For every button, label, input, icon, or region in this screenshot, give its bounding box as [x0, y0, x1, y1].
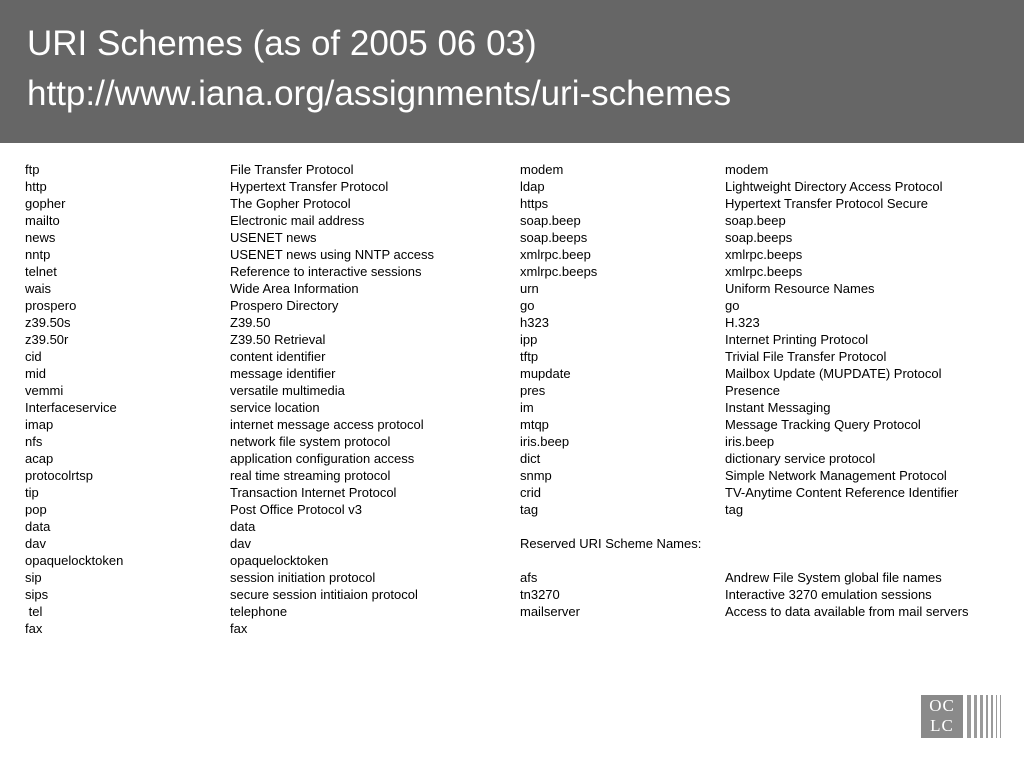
- scheme-name: go: [520, 298, 535, 313]
- scheme-description: dav: [230, 536, 251, 551]
- scheme-name: xmlrpc.beep: [520, 247, 591, 262]
- scheme-description: telephone: [230, 604, 288, 619]
- scheme-name: mtqp: [520, 417, 549, 432]
- scheme-name: imap: [25, 417, 54, 432]
- scheme-description: application configuration access: [230, 451, 415, 466]
- scheme-description: Transaction Internet Protocol: [230, 485, 397, 500]
- scheme-description: H.323: [725, 315, 760, 330]
- logo-bar: [996, 695, 997, 738]
- scheme-name: soap.beep: [520, 213, 581, 228]
- scheme-name: nntp: [25, 247, 51, 262]
- scheme-name: gopher: [25, 196, 66, 211]
- oclc-logo-top: OC: [929, 696, 955, 715]
- scheme-description: Andrew File System global file names: [725, 570, 942, 585]
- scheme-name: Interfaceservice: [25, 400, 117, 415]
- scheme-name: wais: [25, 281, 52, 296]
- slide-subtitle-url: http://www.iana.org/assignments/uri-schemes: [27, 74, 732, 113]
- logo-bar: [974, 695, 977, 738]
- scheme-description: Prospero Directory: [230, 298, 339, 313]
- scheme-description: Electronic mail address: [230, 213, 365, 228]
- scheme-name: mid: [25, 366, 46, 381]
- scheme-name: http: [25, 179, 47, 194]
- scheme-description: File Transfer Protocol: [230, 162, 354, 177]
- scheme-description: Interactive 3270 emulation sessions: [725, 587, 932, 602]
- oclc-logo-bottom: LC: [930, 716, 954, 735]
- scheme-description: Uniform Resource Names: [725, 281, 875, 296]
- scheme-description: Message Tracking Query Protocol: [725, 417, 921, 432]
- scheme-description: Internet Printing Protocol: [725, 332, 869, 347]
- scheme-name: cid: [25, 349, 42, 364]
- logo-bar: [1000, 695, 1001, 738]
- scheme-description: content identifier: [230, 349, 326, 364]
- scheme-description: go: [725, 298, 740, 313]
- scheme-name: sip: [25, 570, 42, 585]
- scheme-name: iris.beep: [520, 434, 570, 449]
- scheme-description: network file system protocol: [230, 434, 391, 449]
- scheme-name: tn3270: [520, 587, 560, 602]
- scheme-name: urn: [520, 281, 539, 296]
- scheme-name: h323: [520, 315, 549, 330]
- scheme-name: telnet: [25, 264, 57, 279]
- scheme-description: fax: [230, 621, 248, 636]
- scheme-description: Reference to interactive sessions: [230, 264, 422, 279]
- scheme-name: mailserver: [520, 604, 580, 619]
- scheme-description: session initiation protocol: [230, 570, 376, 585]
- scheme-name: news: [25, 230, 56, 245]
- scheme-description: Hypertext Transfer Protocol Secure: [725, 196, 929, 211]
- scheme-description: tag: [725, 502, 744, 517]
- scheme-description: The Gopher Protocol: [230, 196, 351, 211]
- scheme-description: real time streaming protocol: [230, 468, 391, 483]
- scheme-description: Z39.50 Retrieval: [230, 332, 326, 347]
- logo-bar: [967, 695, 971, 738]
- scheme-name: [520, 552, 701, 569]
- scheme-description: opaquelocktoken: [230, 553, 329, 568]
- scheme-description: iris.beep: [725, 434, 775, 449]
- scheme-name: tag: [520, 502, 539, 517]
- scheme-description: message identifier: [230, 366, 336, 381]
- scheme-description: Mailbox Update (MUPDATE) Protocol: [725, 366, 942, 381]
- scheme-name: crid: [520, 485, 541, 500]
- slide-title: URI Schemes (as of 2005 06 03): [27, 24, 537, 63]
- scheme-description: Access to data available from mail servers: [725, 604, 969, 619]
- scheme-name: tip: [25, 485, 39, 500]
- scheme-name: vemmi: [25, 383, 64, 398]
- scheme-description: Simple Network Management Protocol: [725, 468, 947, 483]
- scheme-description: dictionary service protocol: [725, 451, 876, 466]
- right-description-column: [725, 161, 968, 620]
- left-scheme-column: [25, 161, 123, 637]
- scheme-name: ldap: [520, 179, 545, 194]
- scheme-description: service location: [230, 400, 320, 415]
- scheme-name: tftp: [520, 349, 539, 364]
- scheme-name: nfs: [25, 434, 43, 449]
- scheme-name: prospero: [25, 298, 77, 313]
- oclc-logo: [921, 695, 1003, 738]
- logo-bar: [980, 695, 983, 738]
- scheme-description: Wide Area Information: [230, 281, 359, 296]
- scheme-description: Instant Messaging: [725, 400, 831, 415]
- scheme-name: [520, 518, 701, 535]
- scheme-description: internet message access protocol: [230, 417, 424, 432]
- scheme-description: Lightweight Directory Access Protocol: [725, 179, 943, 194]
- scheme-name: pres: [520, 383, 546, 398]
- scheme-name: acap: [25, 451, 54, 466]
- scheme-name: soap.beeps: [520, 230, 588, 245]
- scheme-name: xmlrpc.beeps: [520, 264, 598, 279]
- scheme-name: snmp: [520, 468, 552, 483]
- scheme-name: opaquelocktoken: [25, 553, 124, 568]
- scheme-description: [725, 552, 968, 569]
- scheme-description: versatile multimedia: [230, 383, 345, 398]
- title-banner: [0, 0, 1024, 143]
- scheme-name: dav: [25, 536, 46, 551]
- oclc-logo-bars: [965, 695, 1003, 738]
- scheme-description: xmlrpc.beeps: [725, 247, 803, 262]
- oclc-logo-box: [921, 695, 963, 738]
- scheme-name: pop: [25, 502, 47, 517]
- scheme-description: [725, 535, 968, 552]
- scheme-description: Z39.50: [230, 315, 271, 330]
- scheme-name: mailto: [25, 213, 60, 228]
- scheme-description: modem: [725, 162, 769, 177]
- scheme-name: z39.50r: [25, 332, 69, 347]
- scheme-description: [725, 518, 968, 535]
- scheme-name: ftp: [25, 162, 40, 177]
- logo-bar: [986, 695, 988, 738]
- scheme-description: USENET news using NNTP access: [230, 247, 434, 262]
- scheme-name: sips: [25, 587, 49, 602]
- scheme-name: fax: [25, 621, 43, 636]
- scheme-name: Reserved URI Scheme Names:: [520, 536, 702, 551]
- scheme-description: Presence: [725, 383, 780, 398]
- scheme-description: secure session intitiaion protocol: [230, 587, 418, 602]
- scheme-description: soap.beep: [725, 213, 786, 228]
- logo-bar: [991, 695, 993, 738]
- scheme-name: z39.50s: [25, 315, 71, 330]
- right-scheme-column: [520, 161, 701, 620]
- scheme-description: soap.beeps: [725, 230, 793, 245]
- scheme-name: https: [520, 196, 549, 211]
- scheme-name: mupdate: [520, 366, 571, 381]
- scheme-description: Post Office Protocol v3: [230, 502, 362, 517]
- scheme-description: xmlrpc.beeps: [725, 264, 803, 279]
- scheme-name: tel: [25, 604, 43, 619]
- scheme-name: im: [520, 400, 534, 415]
- scheme-description: Hypertext Transfer Protocol: [230, 179, 389, 194]
- scheme-name: afs: [520, 570, 538, 585]
- scheme-description: Trivial File Transfer Protocol: [725, 349, 887, 364]
- scheme-name: modem: [520, 162, 564, 177]
- left-description-column: [230, 161, 434, 637]
- scheme-name: ipp: [520, 332, 538, 347]
- scheme-name: data: [25, 519, 51, 534]
- scheme-name: dict: [520, 451, 541, 466]
- scheme-description: data: [230, 519, 256, 534]
- scheme-description: USENET news: [230, 230, 317, 245]
- scheme-description: TV-Anytime Content Reference Identifier: [725, 485, 959, 500]
- scheme-name: protocolrtsp: [25, 468, 93, 483]
